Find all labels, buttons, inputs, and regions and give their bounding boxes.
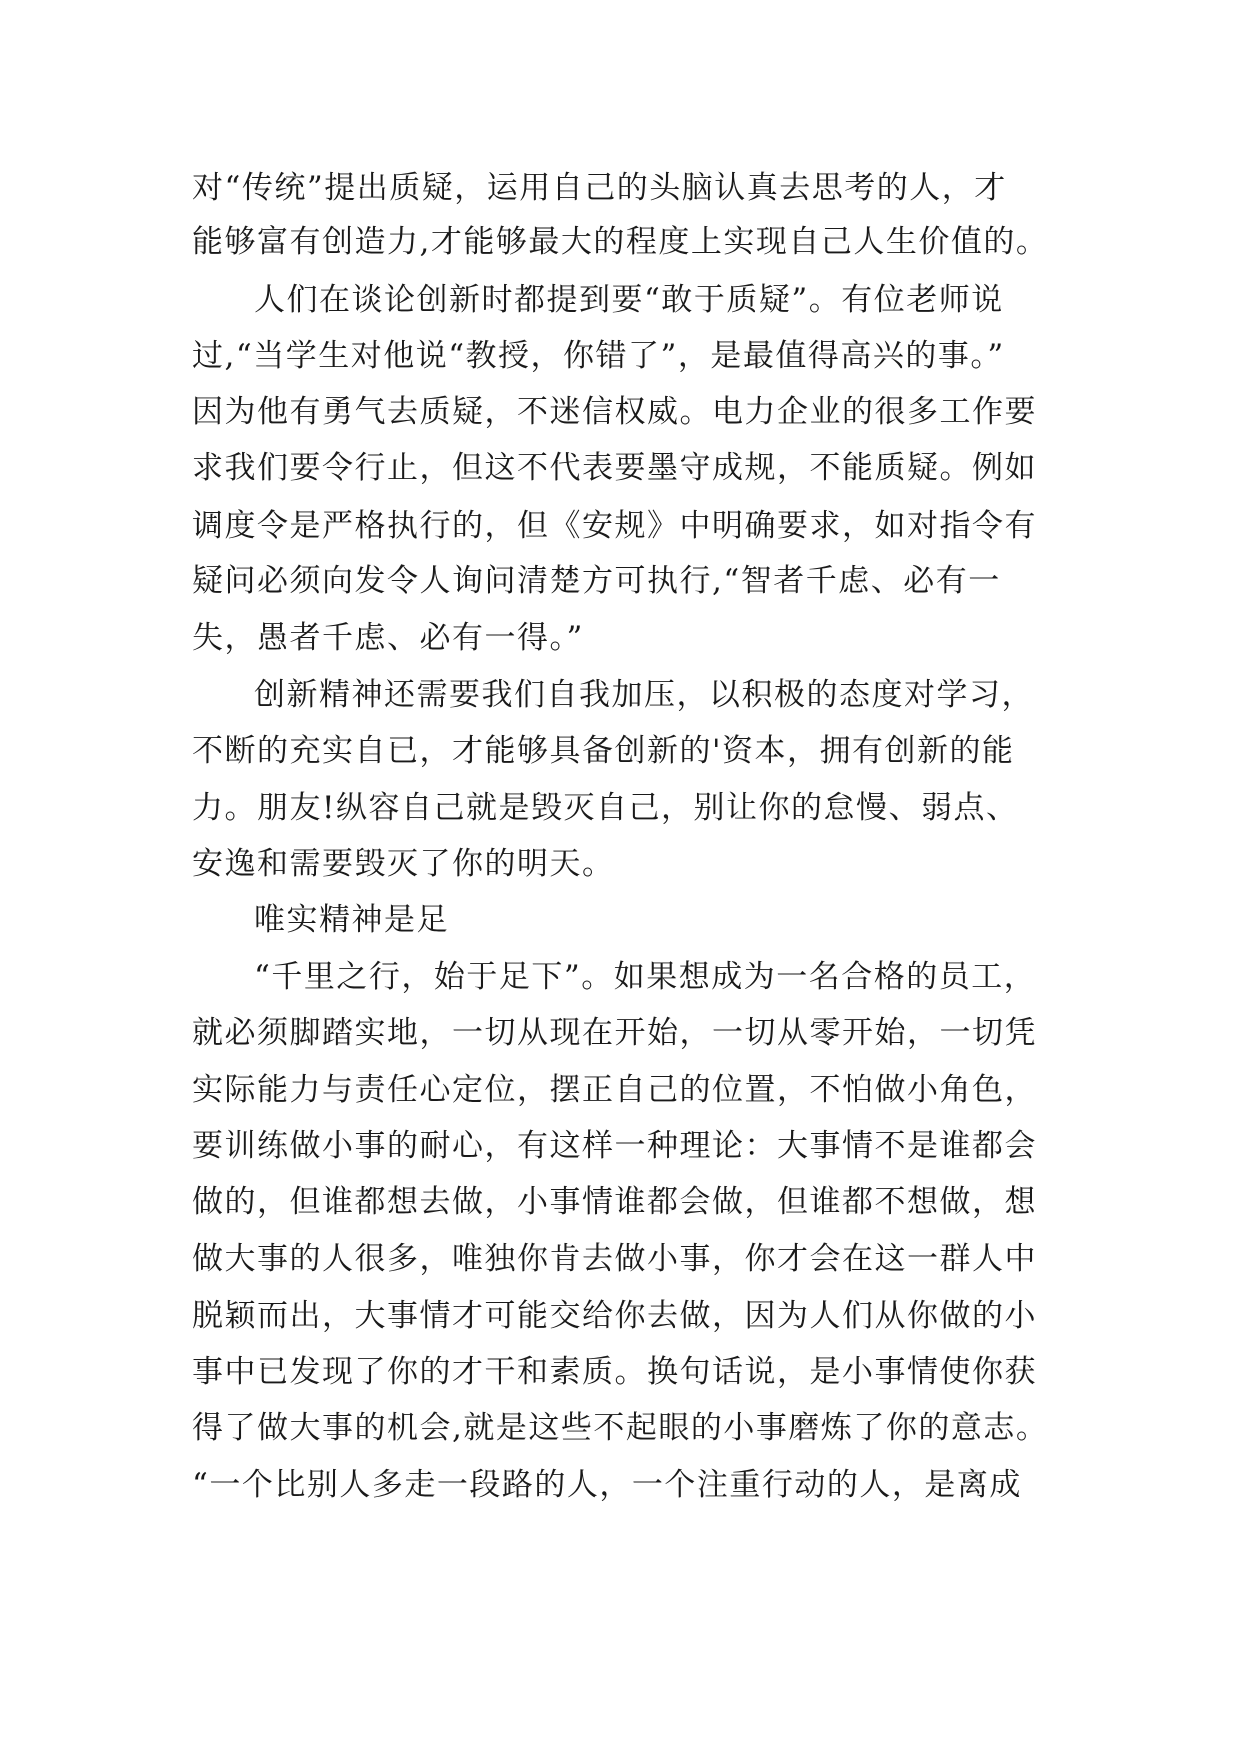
text-line: 求我们要令行止，但这不代表要墨守成规，不能质疑。例如 bbox=[192, 450, 1037, 486]
text-line: 实际能力与责任心定位，摆正自己的位置，不怕做小角色， bbox=[192, 1072, 1037, 1108]
text-line: 对“传统”提出质疑，运用自己的头脑认真去思考的人，才 bbox=[192, 170, 1007, 206]
text-line: 过,“当学生对他说“教授，你错了”，是最值得高兴的事。” bbox=[192, 338, 1005, 374]
text-line: 创新精神还需要我们自我加压，以积极的态度对学习， bbox=[254, 677, 1034, 713]
text-line: 力。朋友!纵容自己就是毁灭自己，别让你的怠慢、弱点、 bbox=[192, 790, 1019, 826]
text-line: 调度令是严格执行的，但《安规》中明确要求，如对指令有 bbox=[192, 508, 1037, 544]
text-line: “千里之行，始于足下”。如果想成为一名合格的员工， bbox=[254, 959, 1037, 995]
section-heading: 唯实精神是足 bbox=[254, 902, 449, 938]
text-line: 脱颖而出，大事情才可能交给你去做，因为人们从你做的小 bbox=[192, 1298, 1037, 1334]
text-line: 得了做大事的机会,就是这些不起眼的小事磨炼了你的意志。 bbox=[192, 1410, 1049, 1446]
text-line: 要训练做小事的耐心，有这样一种理论：大事情不是谁都会 bbox=[192, 1128, 1037, 1164]
text-line: 人们在谈论创新时都提到要“敢于质疑”。有位老师说 bbox=[254, 282, 1004, 318]
text-line: 安逸和需要毁灭了你的明天。 bbox=[192, 846, 615, 882]
text-line: 就必须脚踏实地，一切从现在开始，一切从零开始，一切凭 bbox=[192, 1015, 1037, 1051]
text-line: 因为他有勇气去质疑，不迷信权威。电力企业的很多工作要 bbox=[192, 394, 1037, 430]
text-line: 做大事的人很多，唯独你肯去做小事，你才会在这一群人中 bbox=[192, 1241, 1037, 1277]
text-line: 不断的充实自已，才能够具备创新的'资本，拥有创新的能 bbox=[192, 733, 1015, 769]
text-line: 事中已发现了你的才干和素质。换句话说，是小事情使你获 bbox=[192, 1354, 1037, 1390]
text-line: 做的，但谁都想去做，小事情谁都会做，但谁都不想做，想 bbox=[192, 1184, 1037, 1220]
text-line: 疑问必须向发令人询问清楚方可执行,“智者千虑、必有一 bbox=[192, 563, 1001, 599]
text-line: “一个比别人多走一段路的人，一个注重行动的人，是离成 bbox=[192, 1467, 1022, 1503]
text-line: 能够富有创造力,才能够最大的程度上实现自己人生价值的。 bbox=[192, 224, 1049, 260]
text-line: 失，愚者千虑、必有一得。” bbox=[192, 620, 584, 656]
